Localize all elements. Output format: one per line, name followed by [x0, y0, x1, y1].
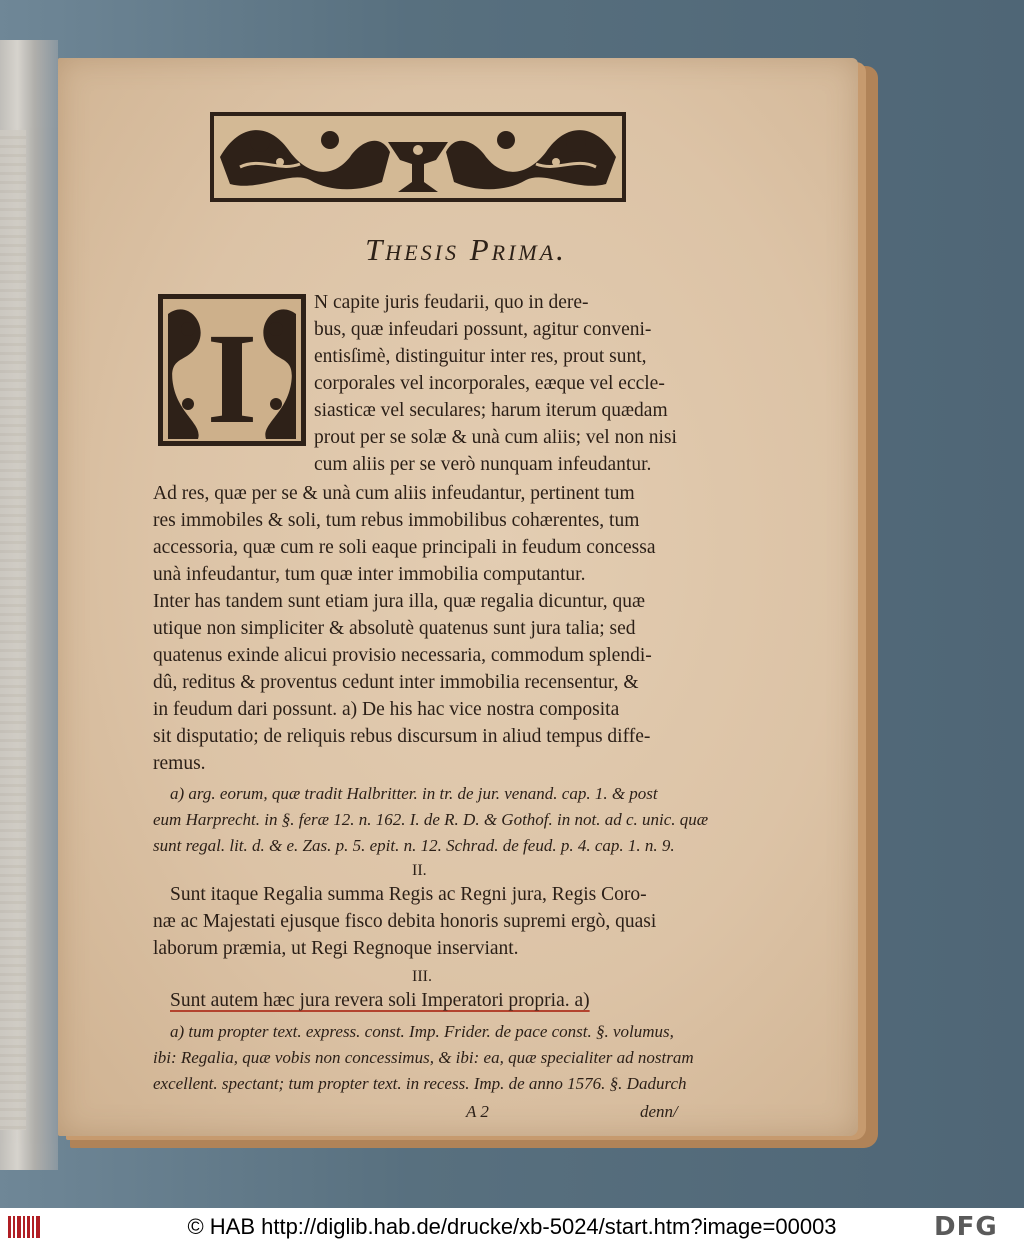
body-line: entisſimè, distinguitur inter res, prout sunt,: [314, 346, 647, 367]
body-line: dû, reditus & proventus cedunt inter immobilia recensentur, &: [153, 672, 639, 693]
section-numeral: II.: [412, 862, 427, 879]
decorated-initial-icon: [158, 294, 306, 446]
section-three-line: Sunt autem hæc jura revera soli Imperatori propria. a): [170, 990, 590, 1011]
body-line: quatenus exinde alicui provisio necessaria, commodum splendi-: [153, 645, 652, 666]
section-numeral: III.: [412, 968, 432, 985]
body-line: unà infeudantur, tum quæ inter immobilia computantur.: [153, 564, 586, 585]
section-two-line: laborum præmia, ut Regi Regnoque inserviant.: [153, 938, 519, 959]
body-line: Inter has tandem sunt etiam jura illa, quæ regalia dicuntur, quæ: [153, 591, 646, 612]
body-line: utique non simpliciter & absolutè quatenus sunt jura talia; sed: [153, 618, 636, 639]
body-line: N capite juris feudarii, quo in dere-: [314, 292, 589, 313]
copyright-url-caption: © HAB http://diglib.hab.de/drucke/xb-5024/start.htm?image=00003: [187, 1214, 837, 1239]
spine-texture: [0, 130, 26, 1130]
catchword: denn/: [640, 1102, 678, 1121]
footnote-line: excellent. spectant; tum propter text. in recess. Imp. de anno 1576. §. Dadurch: [153, 1074, 687, 1093]
page-title: Thesis Prima.: [365, 232, 567, 267]
body-line: siasticæ vel seculares; harum iterum quædam: [314, 400, 668, 421]
body-line: in feudum dari possunt. a) De his hac vice nostra composita: [153, 699, 620, 720]
body-line: Ad res, quæ per se & unà cum aliis infeudantur, pertinent tum: [153, 483, 635, 504]
footnote-line: a) tum propter text. express. const. Imp. Frider. de pace const. §. volumus,: [170, 1022, 674, 1041]
body-line: accessoria, quæ cum re soli eaque principali in feudum concessa: [153, 537, 656, 558]
body-line: corporales vel incorporales, eæque vel eccle-: [314, 373, 665, 394]
section-two-line: Sunt itaque Regalia summa Regis ac Regni jura, Regis Coro-: [170, 884, 647, 905]
body-line: res immobiles & soli, tum rebus immobilibus cohærentes, tum: [153, 510, 640, 531]
dfg-logo: DFG: [934, 1212, 998, 1242]
section-two-line: næ ac Majestati ejusque fisco debita honoris supremi ergò, quasi: [153, 911, 657, 932]
signature-mark: A 2: [466, 1102, 489, 1121]
body-line: prout per se solæ & unà cum aliis; vel non nisi: [314, 427, 677, 448]
body-line: sit disputatio; de reliquis rebus discursum in aliud tempus diffe-: [153, 726, 651, 747]
body-line: cum aliis per se verò nunquam infeudantur.: [314, 454, 652, 475]
body-line: remus.: [153, 753, 206, 774]
footnote-line: ibi: Regalia, quæ vobis non concessimus, & ibi: ea, quæ specialiter ad nostram: [153, 1048, 694, 1067]
footnote-line: sunt regal. lit. d. & e. Zas. p. 5. epit. n. 12. Schrad. de feud. p. 4. cap. 1. n. 9.: [153, 836, 675, 855]
footnote-line: eum Harprecht. in §. feræ 12. n. 162. I. de R. D. & Gothof. in not. ad c. unic. quæ: [153, 810, 709, 829]
ornament-header-icon: [210, 112, 626, 202]
body-line: bus, quæ infeudari possunt, agitur conveni-: [314, 319, 652, 340]
footnote-line: a) arg. eorum, quæ tradit Halbritter. in tr. de jur. venand. cap. 1. & post: [170, 784, 658, 803]
initial-letter: I: [206, 307, 258, 446]
adjacent-page-spine: [0, 40, 58, 1170]
